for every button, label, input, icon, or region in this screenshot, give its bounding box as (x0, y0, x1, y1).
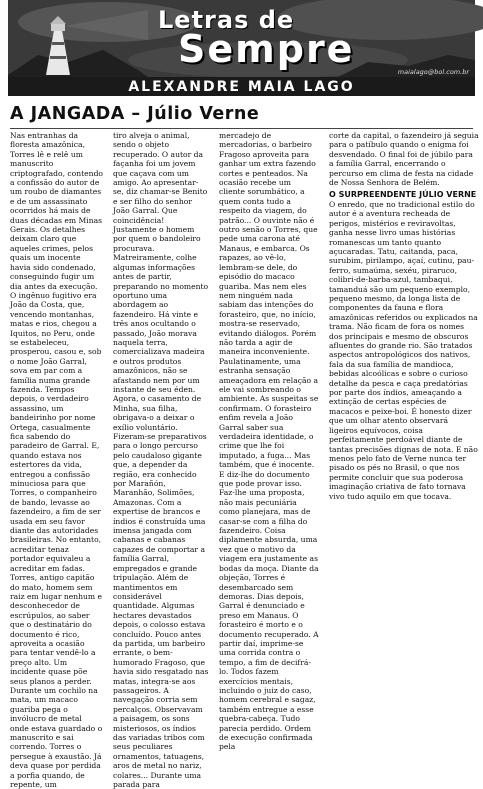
masthead-title-top: Letras de (158, 6, 295, 34)
author-name: ALEXANDRE MAIA LAGO (128, 79, 355, 95)
column-1-text: Nas entranhas da floresta amazônica, Torres lê e relê um manuscrito criptografado, contendo a confissão do autor de um roubo de diamantes e de um assassinato ocorridos há mais de duas décadas em Minas Gerais. Os detalhes deixam claro que aqueles crimes, pelos quais um inocente havia sido condenado, conseguindo fugir um dia antes da execução. O ingênuo fugitivo era João da Costa, que, vencendo montanhas, matas e rios, chegou a Iquitos, no Peru, onde se estabeleceu, prosperou, casou e, sob o nome João Garral, sova em par com a família numa grande fazenda. Tempos depois, o verdadeiro assassino, um bandeirinho por nome Ortega, casualmente fica sabendo do paradeiro de Garral. E, quando estava nos estertores da vida, entregou a confissão minuciosa para que Torres, o companheiro de bando, levasse ao fazendeiro, a fim de ser usada em seu favor diante das autoridades brasileiras. No entanto, acreditar tenaz portador equivaleu a acreditar em fadas. Torres, antigo capitão do mato, homem sem raiz em lugar nenhum e desconhecedor de escrúpulos, ao saber que o destinatário do documento é rico, aproveita a ocasião para tentar vendê-lo a preço alto. Um incidente quase põe seus planos a perder. Durante um cochilo na mata, um macaco guariba pega o invólucro de metal onde estava guardado o manuscrito e sai correndo. Torres o persegue à exaustão. Já deva quase por perdida a porfia quando, de repente, um (10, 131, 103, 789)
column-4-continuation-text: O enredo, que no tradicional estilo do autor é a aventura recheada de perigos, mistérios e reviravoltas, ganha nesse livro umas histórias romanescas um tanto quanto açucaradas. Tatu, caitanda, paca, surubim, pirilampo, açaí, cutinu, pau-ferro, sumaúma, sexéu, piraruco, colibri-de-barba-azul, tambaqui, tamanduá são um pequeno exemplo, pequeno mesmo, da longa lista de componentes da fauna e flora amazônicas referidos ou explicados na trama. Não ficam de fora os nomes dos principais e mesmo de obscuros afluentes do grande rio. São tratados aspectos antropológicos dos nativos, fala da sua família de mandioca, bebidas alcoólicas e sobre o curioso detalhe da pesca e caça predatórias por parte dos índios, ameaçando a extinção de certas espécies de macacos e peixe-boi. É honesto dizer que um olhar atento observará ligeiros equívocos, coisa perfeitamente perdoável diante de tantas precisões dignas de nota. E não menos pelo fato de Verne nunca ter pisado os pés no Brasil, o que nos permite concluir que sua poderosa imaginação criativa de fato tornava vivo tudo aquilo em que tocava. (329, 199, 478, 501)
author-email: maialago@bol.com.br (397, 68, 469, 76)
article-column-3 (219, 131, 319, 752)
column-4-text: corte da capital, o fazendeiro já seguia para o patíbulo quando o enigma foi desvendado. O final foi de júbilo para a família Garral, encerrando o percurso em clima de festa na cidade de Nossa Senhora de Belém. (329, 131, 479, 188)
masthead (8, 0, 475, 96)
article-column-4 (329, 131, 479, 585)
section-subheading: O SURPREENDENTE JÚLIO VERNE (329, 190, 477, 200)
masthead-title-main: Sempre (178, 27, 355, 71)
article-headline: A JANGADA – Júlio Verne (10, 104, 260, 124)
column-2-text: tiro alveja o animal, sendo o objeto recuperado. O autor da façanha foi um jovem que caçava com um amigo. Ao apresentar-se, diz chamar-se Benito e ser filho do senhor João Garral. Que coincidência! Justamente o homem por quem o bandoleiro procurava. Matreiramente, colhe algumas informações antes de partir, preparando no momento oportuno uma abordagem ao fazendeiro. Há vinte e três anos ocultando o passado, João morava naquela terra, comercializava madeira e outros produtos amazônicos, não se afastando nem por um instante de seu éden. Agora, o casamento de Minha, sua filha, obrigava-o a deixar o exílio voluntário. Fizeram-se preparativos para o longo percurso pelo caudaloso gigante que, a depender da região, era conhecido por Marañón, Maranhão, Solimões, Amazonas. Com a expertise de brancos e índios é construída uma imensa jangada com cabanas e cabanas capazes de comportar a família Garral, empregados e grande tripulação. Além de mantimentos em considerável quantidade. Algumas hectares devastados depois, o colosso estava concluído. Pouco antes da partida, um barbeiro errante, o bem-humorado Fragoso, que havia sido resgatado nas matas, integra-se aos passageiros. A navegação corria sem percalços. Observavam a paisagem, os sons misteriosos, os índios das variadas tribos com seus peculiares ornamentos, tatuagens, aros de metal no nariz, colares... Durante uma parada para (113, 131, 209, 789)
article-column-1 (10, 131, 103, 789)
headline-divider (10, 128, 473, 129)
article-column-2 (113, 131, 209, 789)
author-bar (8, 77, 475, 96)
column-3-text: mercadejo de mercadorias, o barbeiro Fragoso aproveita para ganhar um extra fazendo cortes e penteados. Na ocasião recebe um cliente sorumbático, a quem conta tudo a respeito da viagem, do patrão... O ouvinte não é outro senão o Torres, que pede uma carona até Manaus, e embarca. Os rapazes, ao vê-lo, lembram-se dele, do episódio do macaco guariba. Mas nem eles nem ninguém nada sabiam das intenções do forasteiro, que, no início, mostra-se reservado, evitando diálogos. Porém não tarda a agir de maneira inconveniente. Paulatinamente, uma estranha sensação ameaçadora em relação a ele vai sombreando o ambiente. As suspeitas se confirmam. O forasteiro enfim revela a João Garral saber sua verdadeira identidade, o crime que lhe foi imputado, a fuga... Mas também, que é inocente. E diz-lhe do documento que pode provar isso. Faz-lhe uma proposta, não mais pecuniária como planejara, mas de casar-se com a filha do fazendeiro. Coisa diplamente absurda, uma vez que o motivo da viagem era justamente as bodas da moça. Diante da objeção, Torres é desembarcado sem demoras. Dias depois, Garral é denunciado e preso em Manaus. O forasteiro é morto e o documento recuperado. A partir daí, imprime-se uma corrida contra o tempo, a fim de decifrá-lo. Todos fazem exercícios mentais, incluindo o juiz do caso, homem cerebral e sagaz, também entregue a esse quebra-cabeça. Tudo parecia perdido. Ordem de execução confirmada pela (219, 131, 319, 752)
